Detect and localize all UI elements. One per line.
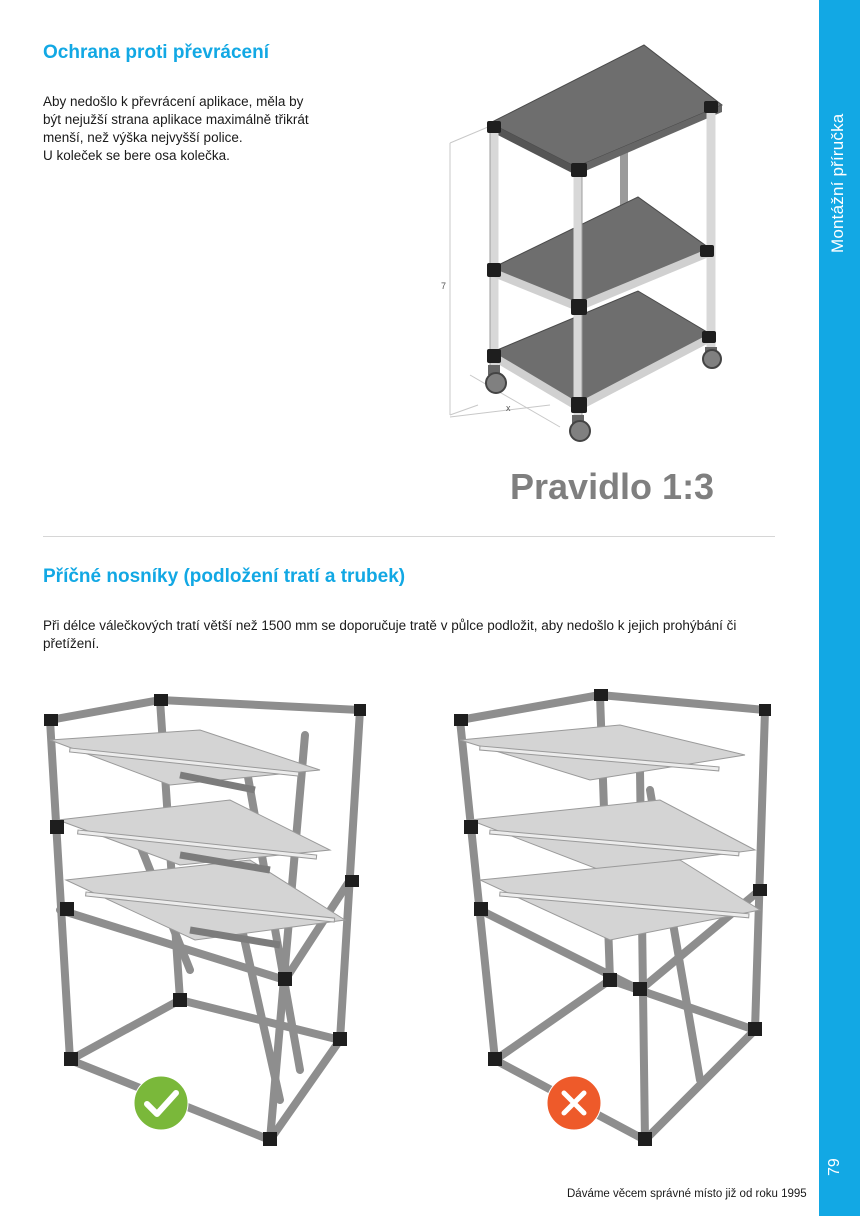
crossbeam-paragraph: Při délce válečkových tratí větší než 1500 mm se doporučuje tratě v půlce podložit, aby nedošlo k jejich prohýbání či přetížení.: [43, 618, 737, 651]
sidebar-title: Montážní příručka: [828, 113, 847, 253]
dimension-height-label: 7: [441, 281, 447, 291]
check-icon: [133, 1075, 189, 1131]
tipping-paragraph: [43, 93, 343, 165]
section-heading-crossbeams: Příčné nosníky (podložení tratí a trubek): [43, 566, 406, 587]
page-number: 79: [826, 1158, 843, 1176]
section-divider: [43, 536, 775, 537]
tipping-line-3: menší, než výška nejvyšší police.: [43, 130, 243, 145]
cart-illustration: [430, 35, 740, 450]
tipping-line-2: být nejužší strana aplikace maximálně třikrát: [43, 112, 309, 127]
cross-icon: [546, 1075, 602, 1131]
rule-label: Pravidlo 1:3: [510, 466, 715, 507]
tipping-line-4: U koleček se bere osa kolečka.: [43, 148, 230, 163]
rack-illustration-unsupported: [450, 680, 780, 1160]
tipping-line-1: Aby nedošlo k převrácení aplikace, měla by: [43, 94, 304, 109]
section-heading-tipping: Ochrana proti převrácení: [43, 42, 269, 63]
footer-slogan: Dáváme věcem správné místo již od roku 1995: [567, 1188, 807, 1200]
dimension-width-label: x: [506, 403, 511, 413]
rack-illustration-supported: [30, 680, 380, 1160]
